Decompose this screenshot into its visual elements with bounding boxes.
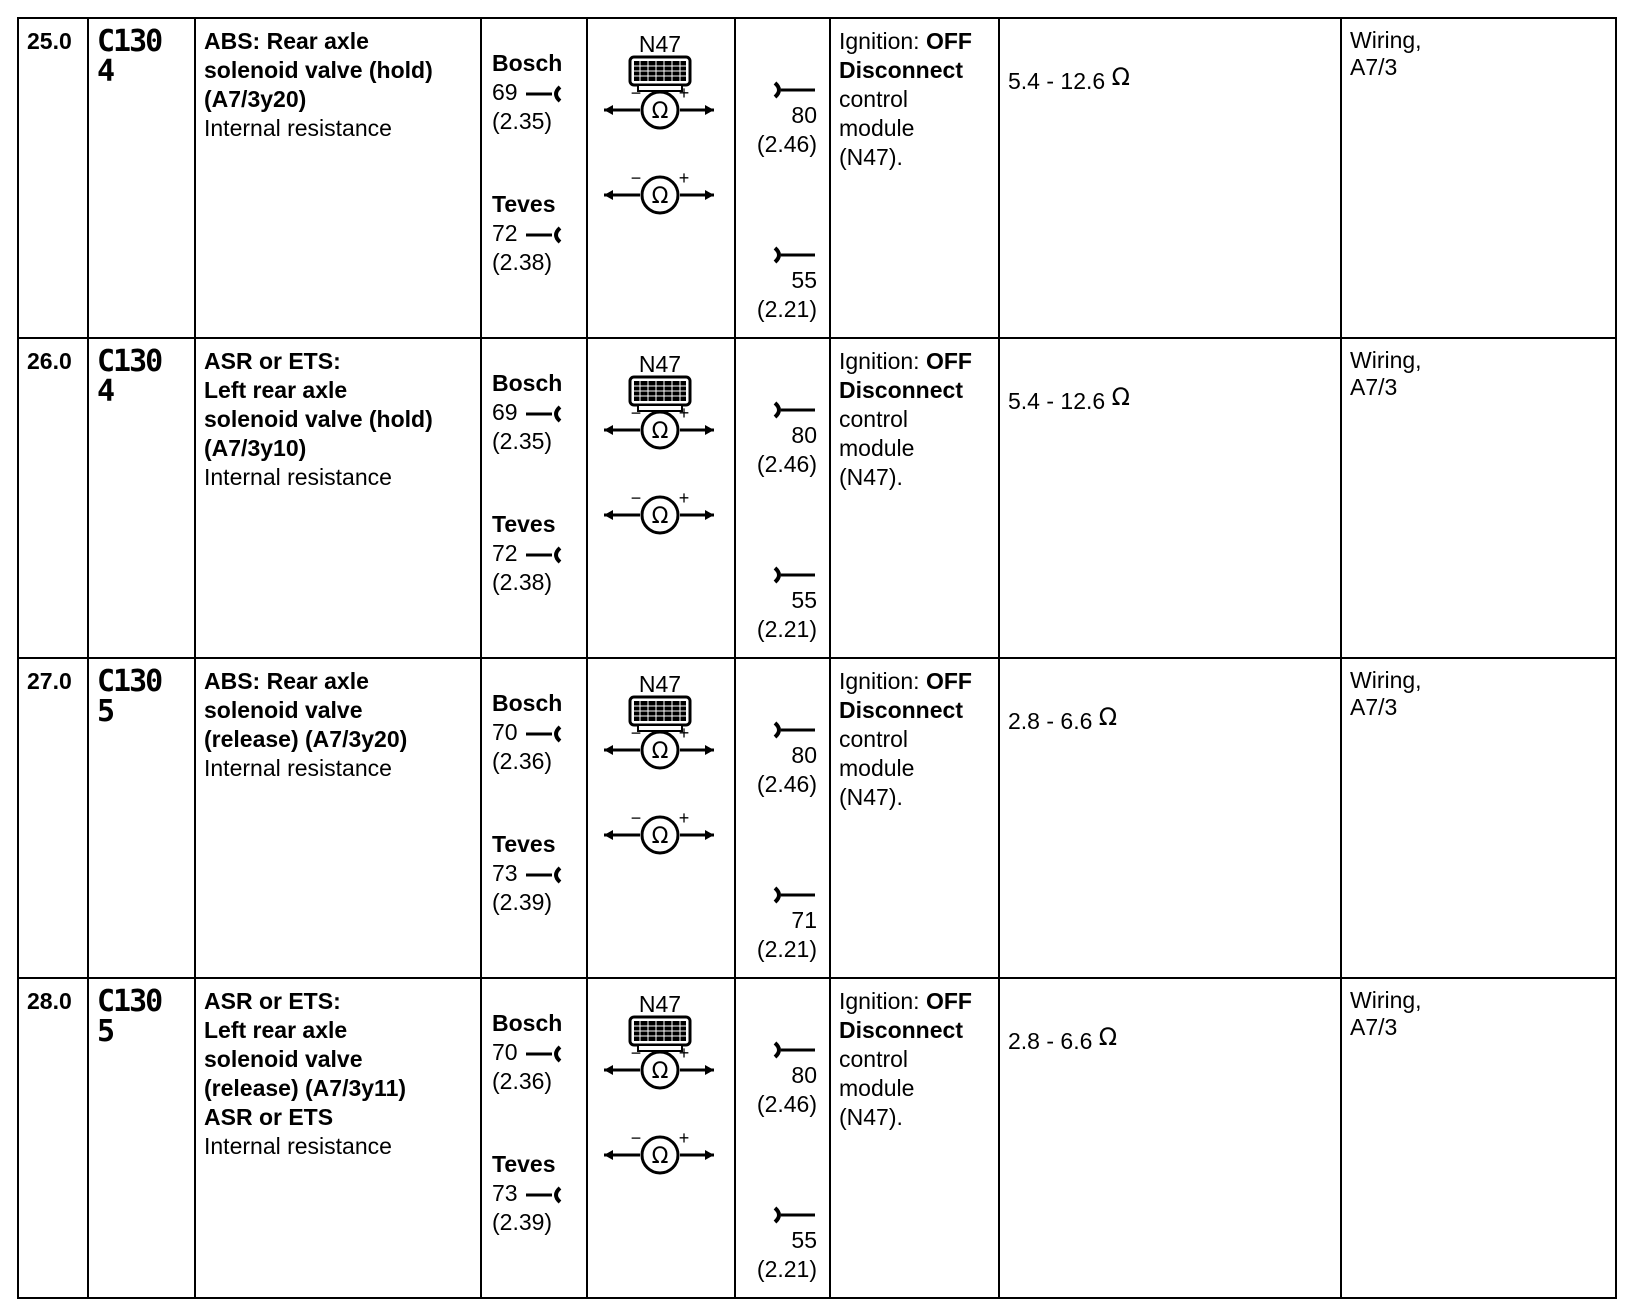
socket-pin-icon [524,1185,564,1205]
ignition-label: Ignition: [839,28,920,54]
test-description-line: Internal resistance [204,755,392,781]
step-cell [18,338,88,658]
socket-pin-icon [524,225,564,245]
svg-text:Ω: Ω [651,1144,669,1169]
ohmmeter-diagram [588,19,736,339]
bosch-label: Bosch [492,1010,563,1036]
svg-text:Ω: Ω [651,504,669,529]
spec-range: 5.4 - 12.6 [1008,388,1106,414]
bosch-ref: (2.36) [492,1068,553,1094]
step-number: 25.0 [27,28,72,54]
ignition-state: OFF [925,28,972,54]
test-description-cell [195,18,481,338]
ohmmeter-diagram [588,339,736,659]
connector-info [482,659,586,917]
teves-pin: 73 [492,1180,518,1206]
pin-number: 55 [791,1227,817,1253]
bosch-pin-line [492,78,586,107]
remark-line-1: Wiring, [1350,987,1422,1013]
svg-text:+: + [678,488,690,508]
pin-number: 55 [791,587,817,613]
svg-text:−: − [630,403,642,423]
svg-text:−: − [630,488,642,508]
svg-text:+: + [678,403,690,423]
test-description-line: solenoid valve [204,697,363,723]
condition-rest [839,405,998,492]
spec-cell [999,338,1341,658]
possible-cause [1342,19,1615,81]
svg-text:−: − [630,83,642,103]
condition-rest [839,725,998,812]
pin-group-2 [757,564,817,644]
possible-cause [1342,979,1615,1041]
svg-text:−: − [630,808,642,828]
test-condition [831,659,998,812]
pin-cell [735,978,830,1298]
ohm-unit: Ω [1098,703,1118,731]
svg-text:Ω: Ω [651,1059,669,1084]
pin-ref: (2.21) [756,616,817,642]
bosch-pin-line [492,1038,586,1067]
pin-number: 71 [791,907,817,933]
fault-code-main: C130 [97,344,162,379]
module-label: N47 [638,671,682,697]
table-row [18,978,1616,1298]
condition-line: control [839,1046,909,1072]
test-description-line: solenoid valve [204,1046,363,1072]
fault-code-cell [88,338,195,658]
condition-line: (N47). [839,784,903,810]
plug-pin-icon [773,719,817,741]
fault-code [89,19,194,87]
plug-pin-icon [773,884,817,906]
teves-label: Teves [492,191,556,217]
test-description-line: ASR or ETS: [204,348,341,374]
remark-cell [1341,338,1616,658]
socket-pin-icon [524,865,564,885]
svg-text:−: − [630,723,642,743]
svg-text:Ω: Ω [651,739,669,764]
possible-cause [1342,339,1615,401]
remark-line-2: A7/3 [1350,694,1398,720]
ohm-unit: Ω [1098,1023,1118,1051]
ignition-state: OFF [925,348,972,374]
condition-line: module [839,755,915,781]
bosch-ref: (2.35) [492,428,553,454]
possible-cause [1342,659,1615,721]
condition-cell [830,978,999,1298]
test-table [17,17,1617,1299]
test-description-cell [195,658,481,978]
spec-range: 5.4 - 12.6 [1008,68,1106,94]
ignition-state: OFF [925,668,972,694]
condition-cell [830,658,999,978]
bosch-label: Bosch [492,690,563,716]
pin-number: 80 [791,1062,817,1088]
meter-cell [587,658,735,978]
teves-ref: (2.39) [492,1209,553,1235]
pin-ref: (2.46) [756,1091,817,1117]
bosch-pin-line [492,718,586,747]
fault-code-main: C130 [97,664,162,699]
step-cell [18,18,88,338]
nominal-value [1000,339,1340,415]
pin-cell [735,338,830,658]
table-row [18,338,1616,658]
remark-line-1: Wiring, [1350,347,1422,373]
connector-cell [481,338,587,658]
ignition-label: Ignition: [839,348,920,374]
test-condition [831,339,998,492]
test-description-line: Left rear axle [204,377,348,403]
step-number: 26.0 [27,348,72,374]
test-description-cell [195,338,481,658]
table-row [18,18,1616,338]
svg-text:Ω: Ω [651,419,669,444]
test-description-line: Internal resistance [204,115,392,141]
pin-ref: (2.46) [756,131,817,157]
teves-pin: 73 [492,860,518,886]
teves-pin-line [492,219,586,248]
svg-text:Ω: Ω [651,824,669,849]
test-condition [831,19,998,172]
pin-group-2 [757,1204,817,1284]
module-label: N47 [638,351,682,377]
test-description-line: (release) (A7/3y11) [204,1075,407,1101]
meter-cell [587,18,735,338]
nominal-value [1000,659,1340,735]
fault-code-cell [88,978,195,1298]
module-label: N47 [638,991,682,1017]
remark-line-2: A7/3 [1350,1014,1398,1040]
fault-code-sub: 5 [97,694,114,729]
remark-line-2: A7/3 [1350,54,1398,80]
spec-range: 2.8 - 6.6 [1008,708,1093,734]
pin-group-1 [757,719,817,799]
test-description [196,659,480,783]
fault-code-main: C130 [97,24,162,59]
pin-group-2 [757,244,817,324]
test-condition [831,979,998,1132]
socket-pin-icon [524,84,564,104]
plug-pin-icon [773,399,817,421]
nominal-value [1000,979,1340,1055]
svg-text:−: − [630,168,642,188]
condition-line: module [839,435,915,461]
remark-cell [1341,658,1616,978]
test-description-line: solenoid valve (hold) [204,57,433,83]
ignition-label: Ignition: [839,988,920,1014]
ignition-label: Ignition: [839,668,920,694]
teves-label: Teves [492,1151,556,1177]
test-description-line: (A7/3y10) [204,435,307,461]
connector-cell [481,18,587,338]
bosch-label: Bosch [492,370,563,396]
remark-line-1: Wiring, [1350,667,1422,693]
condition-line: (N47). [839,464,903,490]
fault-code [89,659,194,727]
pin-ref: (2.21) [756,1256,817,1282]
condition-line: control [839,726,909,752]
svg-text:Ω: Ω [651,99,669,124]
disconnect-label: Disconnect [839,57,963,83]
svg-text:+: + [678,1043,690,1063]
fault-code-cell [88,658,195,978]
svg-text:+: + [678,1128,690,1148]
test-description-line: ABS: Rear axle [204,28,369,54]
connector-cell [481,658,587,978]
ohmmeter-icon [604,808,714,853]
condition-cell [830,18,999,338]
test-description-line: ABS: Rear axle [204,668,369,694]
pin-ref: (2.21) [756,296,817,322]
ohmmeter-diagram [588,659,736,979]
step-cell [18,658,88,978]
pin-number: 55 [791,267,817,293]
fault-code-main: C130 [97,984,162,1019]
pin-group-1 [757,1039,817,1119]
remark-cell [1341,18,1616,338]
teves-label: Teves [492,831,556,857]
bosch-pin-line [492,398,586,427]
ohmmeter-diagram [588,979,736,1299]
test-description-line: Internal resistance [204,464,392,490]
fault-code-cell [88,18,195,338]
connector-info [482,979,586,1237]
pin-group-1 [757,79,817,159]
step-cell [18,978,88,1298]
teves-ref: (2.38) [492,249,553,275]
bosch-pin: 69 [492,399,518,425]
pin-number: 80 [791,102,817,128]
condition-line: control [839,86,909,112]
remark-line-2: A7/3 [1350,374,1398,400]
meter-cell [587,978,735,1298]
svg-text:−: − [630,1043,642,1063]
test-description-line: Internal resistance [204,1133,392,1159]
fault-code [89,339,194,407]
connector-cell [481,978,587,1298]
bosch-ref: (2.35) [492,108,553,134]
bosch-pin: 70 [492,719,518,745]
pin-cell [735,18,830,338]
teves-ref: (2.39) [492,889,553,915]
plug-pin-icon [773,1039,817,1061]
test-description-cell [195,978,481,1298]
remark-cell [1341,978,1616,1298]
test-description-line: Left rear axle [204,1017,348,1043]
test-description-line: solenoid valve (hold) [204,406,433,432]
svg-text:+: + [678,808,690,828]
svg-text:Ω: Ω [651,184,669,209]
fault-code-sub: 4 [97,374,114,409]
fault-code [89,979,194,1047]
ohmmeter-icon [604,488,714,533]
disconnect-label: Disconnect [839,697,963,723]
teves-pin-line [492,859,586,888]
ignition-state: OFF [925,988,972,1014]
pin-ref: (2.46) [756,451,817,477]
socket-pin-icon [524,545,564,565]
test-description [196,979,480,1161]
socket-pin-icon [524,724,564,744]
plug-pin-icon [773,564,817,586]
condition-line: (N47). [839,144,903,170]
pin-group-1 [757,399,817,479]
test-description [196,339,480,492]
socket-pin-icon [524,404,564,424]
connector-info [482,339,586,597]
svg-text:+: + [678,168,690,188]
disconnect-label: Disconnect [839,1017,963,1043]
ohm-unit: Ω [1111,383,1130,411]
step-number: 28.0 [27,988,72,1014]
test-description-line: (release) (A7/3y20) [204,726,408,752]
bosch-label: Bosch [492,50,563,76]
spec-cell [999,658,1341,978]
remark-line-1: Wiring, [1350,27,1422,53]
connector-info [482,19,586,277]
teves-pin-line [492,1179,586,1208]
ohmmeter-icon [604,168,714,213]
plug-pin-icon [773,1204,817,1226]
condition-line: (N47). [839,1104,903,1130]
condition-line: control [839,406,909,432]
module-label: N47 [638,31,682,57]
pin-ref: (2.46) [756,771,817,797]
plug-pin-icon [773,79,817,101]
plug-pin-icon [773,244,817,266]
condition-rest [839,85,998,172]
bosch-pin: 69 [492,79,518,105]
spec-cell [999,18,1341,338]
pin-group-2 [757,884,817,964]
condition-line: module [839,1075,915,1101]
teves-label: Teves [492,511,556,537]
bosch-ref: (2.36) [492,748,553,774]
pin-number: 80 [791,742,817,768]
fault-code-sub: 4 [97,54,114,89]
table-row [18,658,1616,978]
nominal-value [1000,19,1340,95]
test-description-line: (A7/3y20) [204,86,307,112]
test-description [196,19,480,143]
step-number: 27.0 [27,668,72,694]
pin-cell [735,658,830,978]
teves-pin: 72 [492,540,518,566]
svg-text:+: + [678,83,690,103]
condition-cell [830,338,999,658]
test-description-line: ASR or ETS [204,1104,334,1130]
socket-pin-icon [524,1044,564,1064]
pin-ref: (2.21) [756,936,817,962]
fault-code-sub: 5 [97,1014,114,1049]
teves-ref: (2.38) [492,569,553,595]
ohmmeter-icon [604,1128,714,1173]
teves-pin-line [492,539,586,568]
svg-text:−: − [630,1128,642,1148]
test-description-line: ASR or ETS: [204,988,341,1014]
condition-line: module [839,115,915,141]
pin-number: 80 [791,422,817,448]
spec-range: 2.8 - 6.6 [1008,1028,1093,1054]
disconnect-label: Disconnect [839,377,963,403]
svg-text:+: + [678,723,690,743]
teves-pin: 72 [492,220,518,246]
bosch-pin: 70 [492,1039,518,1065]
condition-rest [839,1045,998,1132]
meter-cell [587,338,735,658]
ohm-unit: Ω [1111,63,1130,91]
spec-cell [999,978,1341,1298]
